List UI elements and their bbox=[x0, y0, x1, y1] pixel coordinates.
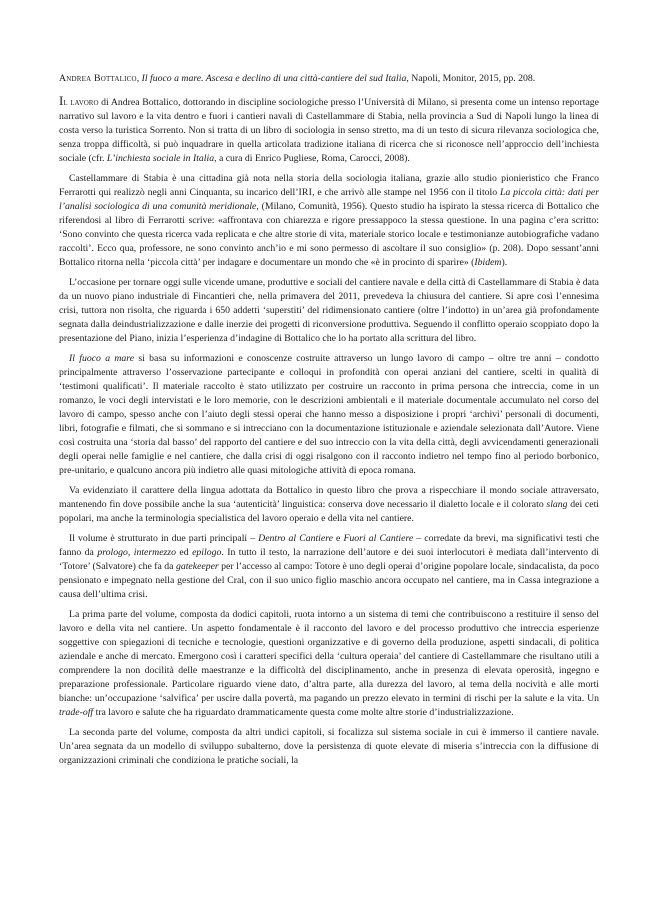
paragraph-4-text: si basa su informazioni e conoscenze costruite attraverso un lungo lavoro di campo – oltre tre anni – condotto principalmente attraverso l’osservazione partecipante e colloqui in profondità con operai anziani del cantiere, scelti in qualità di ‘testimoni qualificati’. Il materiale raccolto è stato utilizzato per costruire un racconto in prima persona che intreccia, come in un romanzo, le voci degli intervistati e le loro memorie, con le descrizioni ambientali e il materiale documentale accumulato nel corso del lavoro di campo, spesso anche con l’aiuto degli stessi operai che hanno messo a disposizione i propri ‘archivi’ personali di documenti, libri, fotografie e filmati, che si sommano e si intrecciano con la documentazione istituzionale e aziendale selezionata dall’Autore. Viene così costruita una ‘storia dal basso’ del rapporto del cantiere e del suo intreccio con la vita della città, degli avvicendamenti generazionali degli operai nelle famiglie e nel cantiere, che dalla crisi di oggi risalgono con il racconto indietro nel tempo fino al periodo borbonico, pre-unitario, e qualcuno ancora più indietro alle quasi mitologiche attività di epoca romana. bbox=[59, 353, 600, 476]
ibidem: Ibidem bbox=[474, 257, 502, 268]
paragraph-5-text-b: dei ceti popolari, ma anche la terminologia specialistica del lavoro operaio e della vita nel cantiere. bbox=[59, 499, 599, 524]
paragraph-2-text-a: Castellammare di Stabia è una cittadina già nota nella storia della sociologia italiana, grazie allo studio pionieristico che Franco Ferrarotti qui realizzò negli anni Cinquanta, su incarico dell’ bbox=[59, 173, 599, 198]
lead-words: l lavoro bbox=[63, 97, 99, 108]
slang-term: slang bbox=[546, 499, 568, 510]
conj-e: e bbox=[332, 533, 344, 544]
paragraph-6 bbox=[59, 532, 599, 602]
part-two-title: Fuori al Cantiere bbox=[343, 533, 414, 544]
paragraph-8-text: La seconda parte del volume, composta da altri undici capitoli, si focalizza sul sistema sociale in cui è immerso il cantiere navale. Un’area segnata da un modello di sviluppo subalterno, dove la persistenza di quote elevate di miseria s’intreccia con la diffusione di organizzazioni criminali che condiziona le pratiche sociali, la bbox=[59, 727, 599, 766]
paragraph-4 bbox=[59, 352, 599, 478]
paragraph-6-text-d: per l’accesso al campo: Totore è uno degli operai d’origine popolare locale, sindacalista, da poco pensionato e impegnato nella gestione del Cral, con il suo unico figlio maschio ancora occupato nel cantiere, ma in Cassa integrazione a causa dell’ultima crisi. bbox=[59, 561, 599, 600]
paragraph-2-text-d: ). bbox=[501, 257, 508, 268]
paragraph-1-tail: , a cura di Enrico Pugliese, Roma, Carocci, 2008). bbox=[214, 153, 410, 164]
comma: , bbox=[127, 547, 134, 558]
epilogo-term: epilogo bbox=[192, 547, 222, 558]
paragraph-5 bbox=[59, 484, 599, 526]
paragraph-2-text-b: , e che arrivò alle stampe nel 1956 con il titolo bbox=[312, 187, 500, 198]
paragraph-8 bbox=[59, 726, 599, 768]
citation-author: Andrea Bottalico bbox=[59, 73, 137, 84]
paragraph-6-text-b: – corredate da brevi, ma significativi testi che fanno da bbox=[59, 533, 599, 558]
paragraph-7 bbox=[59, 608, 599, 720]
paragraph-6-text-c: . In tutto il testo, la narrazione dell’autore e dei suoi interlocutori è mediata dall’intervento di ‘Totore’ (Salvatore) che fa da bbox=[59, 547, 600, 572]
review-page bbox=[59, 72, 599, 768]
book-title-inline: Il fuoco a mare bbox=[69, 353, 135, 364]
part-one-title: Dentro al Cantiere bbox=[258, 533, 333, 544]
paragraph-3 bbox=[59, 276, 599, 346]
paragraph-1 bbox=[59, 94, 599, 166]
book-citation: Andrea Bottalico, Il fuoco a mare. Ascesa e declino di una città-cantiere del sud Italia, Napoli, Monitor, 2015, pp. 208. bbox=[59, 73, 536, 84]
iri-acronym: IRI bbox=[298, 187, 313, 198]
citation-publisher: , Napoli, Monitor, 2015, pp. 208. bbox=[406, 73, 536, 84]
drop-cap: I bbox=[59, 93, 64, 108]
ferrarotti-book-title: La piccola città: dati per l’analisi sociologica di una comunità meridionale bbox=[59, 187, 599, 212]
paragraph-1-text: di Andrea Bottalico, dottorando in discipline sociologiche presso l’Università di Milano, si presenta come un intenso reportage narrativo sul lavoro e la vita dentro e fuori i cantieri navali di Castellammare di Stabia, nella provincia a Sud di Napoli lungo la linea di costa verso la turistica Sorrento. Non si tratta di un libro di sociologia in senso stretto, ma di un testo di sicura rilevanza sociologica che, senza troppa difficoltà, si può inquadrare in quella articolata tradizione italiana di ricerca che si riconosce nell’approccio dell’inchiesta sociale (cfr. bbox=[59, 97, 599, 164]
paragraph-5-text-a: Va evidenziato il carattere della lingua adottata da Bottalico in questo libro che prova a rispecchiare il mondo sociale attraversato, mantenendo fin dove possibile anche la sua ‘autenticità’ linguistica: conserva dove necessario il dialetto locale e il colorato bbox=[59, 485, 599, 510]
intermezzo-term: intermezzo bbox=[133, 547, 176, 558]
conj-ed: ed bbox=[175, 547, 193, 558]
paragraph-2 bbox=[59, 172, 599, 270]
paragraph-7-text-b: tra lavoro e salute che ha riguardato drammaticamente questa come molte altre storie d’industrializzazione. bbox=[93, 707, 514, 718]
paragraph-7-text-a: La prima parte del volume, composta da dodici capitoli, ruota intorno a un sistema di temi che contribuiscono a restituire il senso del lavoro e della vita nel cantiere. Un aspetto fondamentale è il racconto del lavoro e del processo produttivo che intreccia esperienze soggettive con spiegazioni di tecniche e tecnologie, questioni organizzative e di governo della produzione, aspetti sindacali, di politica aziendale e anche di mercato. Emergono così i caratteri specifici della ‘cultura operaia’ del cantiere di Castellammare che risultano utili a comprendere la non docilità delle maestranze e la difficoltà del disciplinamento, anche in presenza di elevata operosità, ingegno e preparazione professionale. Particolare riguardo viene dato, d’altra parte, alla durezza del lavoro, al tema della nocività e alle morti bianche: un’occupazione ‘salvifica’ per uscire dalla povertà, ma pagando un prezzo elevato in termini di rischi per la salute e la vita. Un bbox=[59, 609, 599, 704]
citation-title: Il fuoco a mare. Ascesa e declino di una città-cantiere del sud Italia bbox=[141, 73, 407, 84]
paragraph-6-text-a: Il volume è strutturato in due parti principali – bbox=[69, 533, 259, 544]
paragraph-3-text: L’occasione per tornare oggi sulle vicende umane, produttive e sociali del cantiere navale e della città di Castellammare di Stabia è data da un nuovo piano industriale di Fincantieri che, nella primavera del 2011, prevedeva la chiusura del cantiere. Si apre così l’ennesima crisi, tuttora non risolta, che riguarda i 650 addetti ‘superstiti’ del ridimensionato cantiere (oltre l’indotto) in un’area già profondamente segnata dalla deindustrializzazione e dalle inerzie dei progetti di riconversione produttiva. Seguendo il conflitto operaio scoppiato dopo la presentazione del Piano, inizia l’esperienza d’indagine di Bottalico che lo ha portato alla scrittura del libro. bbox=[59, 277, 599, 344]
paragraph-2-text-c: , (Milano, Comunità, 1956). Questo studio ha ispirato la stessa ricerca di Bottalico che riferendosi al libro di Ferrarotti scrive: «affrontava con chiarezza e rigore pressappoco la stessa questione. In una pagina c’era scritto: ‘Sono convinto che questa ricerca vada replicata e che altre storie di vita, materiale storico locale e testimonianze autobiografiche vadano raccolti’. Ecco qua, professore, ne sono convinto anch’io e mi sono permesso di ascoltare il suo consiglio» (p. 208). Dopo sessant’anni Bottalico ritorna nella ‘piccola città’ per indagare e documentare un mondo che «è in procinto di sparire» ( bbox=[59, 201, 599, 268]
tradeoff-term: trade-off bbox=[59, 707, 94, 718]
gatekeeper-term: gatekeeper bbox=[175, 561, 219, 572]
reference-title: L’inchiesta sociale in Italia bbox=[106, 153, 215, 164]
prologo-term: prologo bbox=[97, 547, 128, 558]
